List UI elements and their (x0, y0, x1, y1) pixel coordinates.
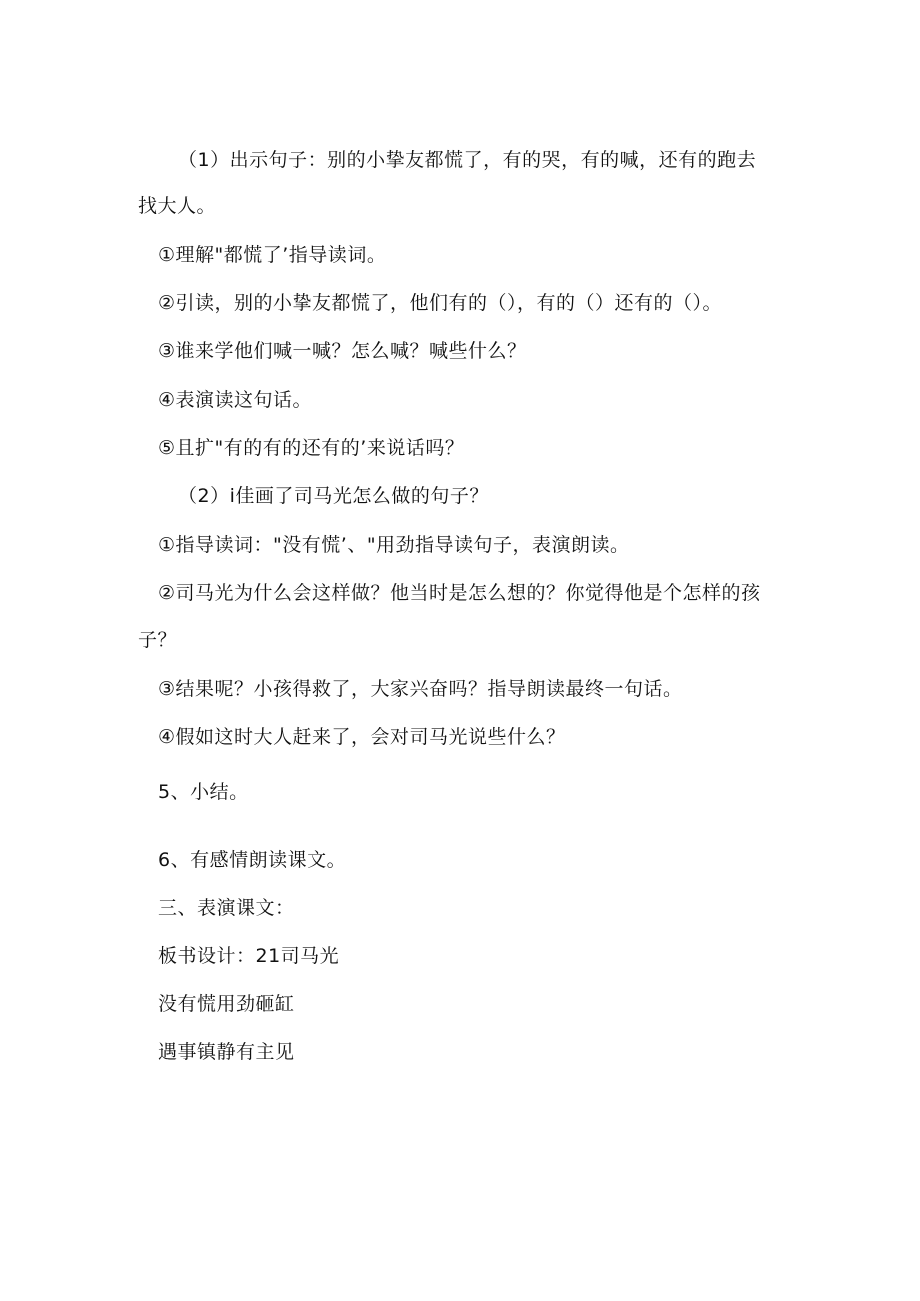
text-line: 6、有感情朗读课文。 (158, 849, 347, 871)
text-line: ①指导读词："没有慌’、"用劲指导读句子，表演朗读。 (158, 534, 630, 556)
text-line: 5、小结。 (158, 781, 249, 803)
text-line: ③结果呢？小孩得救了，大家兴奋吗？指导朗读最终一句话。 (158, 678, 683, 700)
text-line: ④假如这时大人赶来了，会对司马光说些什么？ (158, 726, 566, 748)
text-line: 没有慌用劲砸缸 (158, 993, 295, 1015)
text-line: （1）出示句子：别的小挚友都慌了，有的哭，有的喊，还有的跑去 (178, 149, 757, 171)
text-line: 找大人。 (138, 195, 217, 217)
text-line: ③谁来学他们喊一喊？怎么喊？喊些什么？ (158, 340, 527, 362)
text-line: 三、表演课文： (158, 897, 295, 919)
text-line: 板书设计：21司马光 (158, 945, 340, 967)
text-line: 子？ (138, 629, 178, 651)
text-line: ②司马光为什么会这样做？他当时是怎么想的？你觉得他是个怎样的孩 (158, 582, 761, 604)
text-line: （2）i佳画了司马光怎么做的句子？ (178, 485, 489, 507)
text-line: ④表演读这句话。 (158, 389, 313, 411)
text-line: 遇事镇静有主见 (158, 1041, 295, 1063)
text-line: ⑤且扩"有的有的还有的’来说话吗？ (158, 437, 465, 459)
text-line: ①理解"都慌了’指导读词。 (158, 244, 387, 266)
text-line: ②引读，别的小挚友都慌了，他们有的（），有的（）还有的（）。 (158, 292, 723, 314)
